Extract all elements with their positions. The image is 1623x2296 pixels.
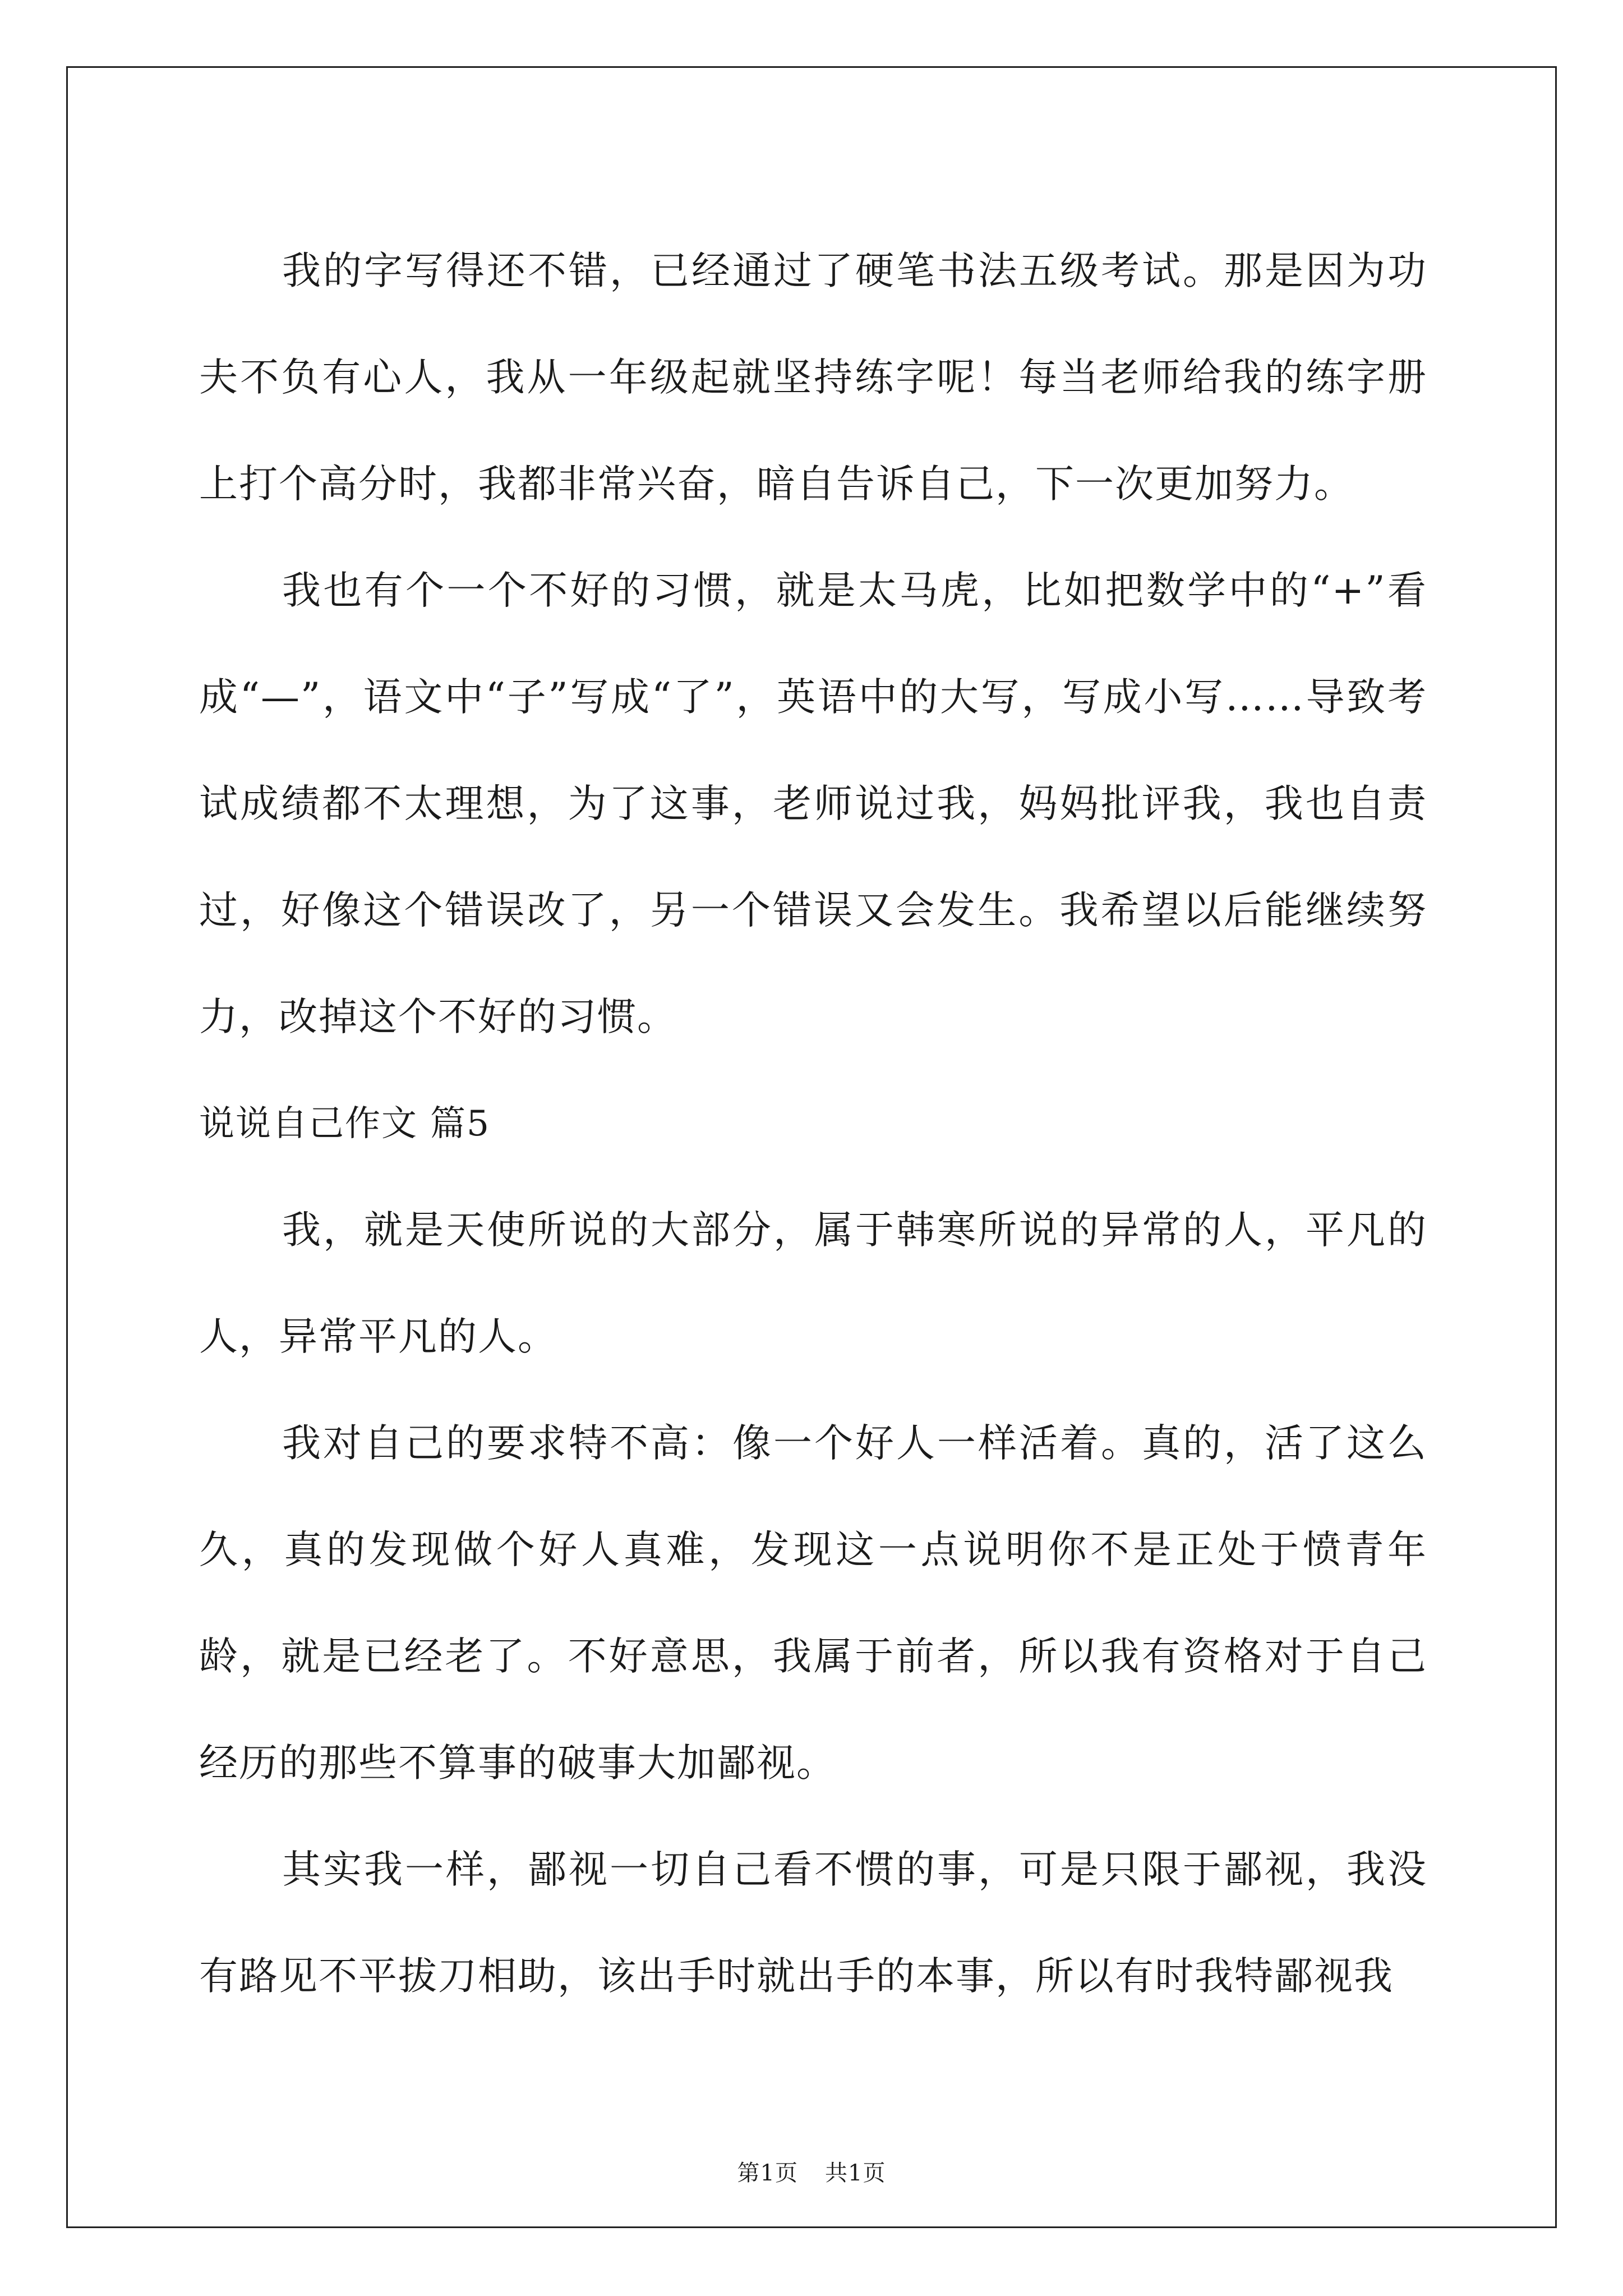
paragraph-bad-habit: 我也有个一个不好的习惯，就是太马虎，比如把数学中的“+”看成“—”，语文中“子”写成“了”，英语中的大写，写成小写……导致考试成绩都不太理想，为了这事，老师说过我，妈妈批评我，我也自责过，好像这个错误改了，另一个错误又会发生。我希望以后能继续努力，改掉这个不好的习惯。 xyxy=(199,568,1427,1039)
document-body xyxy=(199,218,1427,2030)
paragraph-ordinary-person: 我，就是天使所说的大部分，属于韩寒所说的异常的人，平凡的人，异常平凡的人。 xyxy=(199,1208,1427,1359)
paragraph-handwriting: 我的字写得还不错，已经通过了硬笔书法五级考试。那是因为功夫不负有心人，我从一年级起就坚持练字呢！每当老师给我的练字册上打个高分时，我都非常兴奋，暗自告诉自己，下一次更加努力。 xyxy=(199,249,1427,507)
paragraph-disdain: 其实我一样，鄙视一切自己看不惯的事，可是只限于鄙视，我没有路见不平拔刀相助，该出手时就出手的本事，所以有时我特鄙视我 xyxy=(199,1847,1427,1999)
page-number: 第1页 xyxy=(737,2160,798,2186)
section-heading: 说说自己作文 篇5 xyxy=(199,1103,491,1144)
paragraph-self-requirement: 我对自己的要求特不高：像一个好人一样活着。真的，活了这么久，真的发现做个好人真难，发现这一点说明你不是正处于愤青年龄，就是已经老了。不好意思，我属于前者，所以我有资格对于自己经历的那些不算事的破事大加鄙视。 xyxy=(199,1421,1427,1786)
page-footer xyxy=(0,2155,1623,2187)
page-total: 共1页 xyxy=(825,2160,886,2186)
